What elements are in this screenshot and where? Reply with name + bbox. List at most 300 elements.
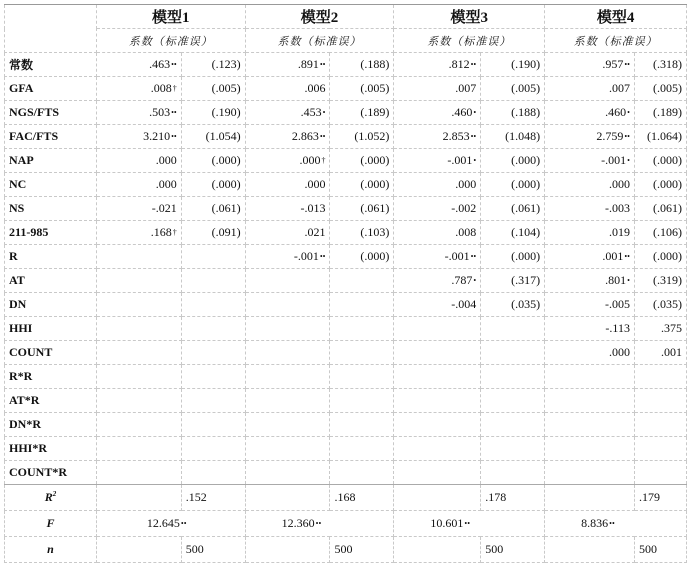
stat-value-cell <box>181 537 245 563</box>
coefficient-cell <box>245 77 330 101</box>
std-error-value: .375 <box>661 321 682 335</box>
variable-name: HHI*R <box>5 437 97 461</box>
stat-value: .179 <box>638 490 660 504</box>
std-error-value: (1.054) <box>205 129 241 143</box>
coefficient-value: 2.759 <box>596 129 624 143</box>
std-error-value: (.318) <box>653 57 682 71</box>
coefficient-value: .000 <box>304 177 326 191</box>
stat-row <box>5 511 687 537</box>
std-error-value: (.188) <box>360 57 390 71</box>
coefficient-cell <box>96 221 181 245</box>
coefficient-cell <box>96 125 181 149</box>
coefficient-value: -.001 <box>444 249 470 263</box>
std-error-cell <box>330 125 394 149</box>
table-row <box>5 317 687 341</box>
std-error-cell <box>634 437 686 461</box>
coefficient-cell <box>245 245 330 269</box>
table-row <box>5 149 687 173</box>
model-subtitle: 系数（标准误） <box>394 29 545 53</box>
table-row <box>5 77 687 101</box>
coefficient-value: -.004 <box>451 297 477 311</box>
variable-name: GFA <box>5 77 97 101</box>
stat-value-cell <box>634 485 686 511</box>
coefficient-cell <box>96 437 181 461</box>
stat-label: n <box>47 542 54 556</box>
std-error-cell <box>634 389 686 413</box>
std-error-value: (.000) <box>360 249 390 263</box>
coefficient-cell <box>245 53 330 77</box>
stat-blank-cell <box>96 537 181 563</box>
std-error-value: (.005) <box>211 81 241 95</box>
std-error-cell <box>330 365 394 389</box>
variable-name: DN <box>5 293 97 317</box>
table-row <box>5 101 687 125</box>
coefficient-cell <box>245 341 330 365</box>
model-title: 模型4 <box>545 5 687 29</box>
table-row <box>5 365 687 389</box>
coefficient-cell <box>245 317 330 341</box>
coefficient-value: .019 <box>608 225 630 239</box>
std-error-cell <box>481 461 545 485</box>
model-title: 模型2 <box>245 5 394 29</box>
model-title: 模型1 <box>96 5 245 29</box>
std-error-cell <box>330 413 394 437</box>
coefficient-value: .006 <box>304 81 326 95</box>
coefficient-value: 2.853 <box>442 129 470 143</box>
coefficient-cell <box>545 365 635 389</box>
std-error-value: (1.048) <box>505 129 541 143</box>
coefficient-cell <box>394 269 481 293</box>
stat-name <box>5 537 97 563</box>
coefficient-cell <box>545 437 635 461</box>
stat-value: 8.836 <box>581 516 609 530</box>
stat-superscript: 2 <box>52 490 57 498</box>
coefficient-cell <box>545 197 635 221</box>
coefficient-cell <box>96 413 181 437</box>
coefficient-cell <box>245 437 330 461</box>
table-row <box>5 221 687 245</box>
std-error-cell <box>481 77 545 101</box>
significance-marker: •• <box>315 519 322 528</box>
std-error-value: (.000) <box>360 177 390 191</box>
coefficient-cell <box>245 221 330 245</box>
header-row-titles <box>5 5 687 29</box>
coefficient-cell <box>96 173 181 197</box>
coefficient-value: -.001 <box>293 249 319 263</box>
table-row <box>5 53 687 77</box>
coefficient-cell <box>545 245 635 269</box>
stat-value: 500 <box>485 542 504 556</box>
coefficient-cell <box>394 173 481 197</box>
stat-value-cell <box>330 537 394 563</box>
std-error-cell <box>634 221 686 245</box>
significance-marker: • <box>473 108 477 117</box>
stat-label: R <box>44 490 53 504</box>
significance-marker: † <box>321 156 326 165</box>
significance-marker: •• <box>624 132 630 141</box>
std-error-cell <box>330 461 394 485</box>
std-error-cell <box>634 197 686 221</box>
std-error-cell <box>330 293 394 317</box>
coefficient-cell <box>96 77 181 101</box>
std-error-cell <box>330 317 394 341</box>
coefficient-cell <box>96 245 181 269</box>
header-row-subtitles <box>5 29 687 53</box>
significance-marker: •• <box>319 60 326 69</box>
coefficient-value: .008 <box>455 225 477 239</box>
std-error-value: (.000) <box>653 177 682 191</box>
std-error-value: (.190) <box>211 105 241 119</box>
coefficient-cell <box>245 269 330 293</box>
coefficient-value: 2.863 <box>291 129 319 143</box>
coefficient-cell <box>394 341 481 365</box>
std-error-value: (.000) <box>211 153 241 167</box>
std-error-cell <box>330 389 394 413</box>
significance-marker: •• <box>171 108 177 117</box>
significance-marker: •• <box>624 60 630 69</box>
stat-blank-cell <box>545 537 635 563</box>
stat-row <box>5 537 687 563</box>
std-error-cell <box>330 221 394 245</box>
significance-marker: † <box>172 228 177 237</box>
std-error-cell <box>634 413 686 437</box>
coefficient-cell <box>545 149 635 173</box>
stat-value-cell <box>481 537 545 563</box>
coefficient-value: .001 <box>602 249 624 263</box>
coefficient-cell <box>394 53 481 77</box>
coefficient-cell <box>394 125 481 149</box>
std-error-cell <box>634 461 686 485</box>
coefficient-value: .000 <box>608 345 630 359</box>
stat-value: 500 <box>334 542 353 556</box>
coefficient-cell <box>545 389 635 413</box>
coefficient-value: .957 <box>602 57 624 71</box>
std-error-value: (.103) <box>360 225 390 239</box>
coefficient-cell <box>394 293 481 317</box>
stat-value: 12.645 <box>146 516 180 530</box>
std-error-cell <box>481 245 545 269</box>
stat-value: .152 <box>185 490 207 504</box>
std-error-cell <box>330 53 394 77</box>
table-row <box>5 245 687 269</box>
coefficient-value: -.021 <box>151 201 177 215</box>
std-error-cell <box>181 221 245 245</box>
std-error-cell <box>181 365 245 389</box>
coefficient-cell <box>245 389 330 413</box>
std-error-value: (.035) <box>653 297 682 311</box>
std-error-value: (.188) <box>511 105 541 119</box>
table-row <box>5 293 687 317</box>
std-error-cell <box>481 269 545 293</box>
std-error-cell <box>481 413 545 437</box>
std-error-cell <box>634 149 686 173</box>
variable-name: NS <box>5 197 97 221</box>
significance-marker: •• <box>180 519 187 528</box>
significance-marker: •• <box>470 252 477 261</box>
coefficient-value: .891 <box>297 57 319 71</box>
coefficient-value: .021 <box>304 225 326 239</box>
coefficient-cell <box>394 245 481 269</box>
coefficient-value: .503 <box>149 105 171 119</box>
table-row <box>5 389 687 413</box>
std-error-cell <box>181 389 245 413</box>
std-error-cell <box>634 317 686 341</box>
significance-marker: •• <box>319 132 326 141</box>
std-error-cell <box>634 269 686 293</box>
variable-name: NC <box>5 173 97 197</box>
std-error-cell <box>481 317 545 341</box>
stat-value-cell <box>96 511 245 537</box>
std-error-cell <box>181 77 245 101</box>
coefficient-value: 3.210 <box>143 129 171 143</box>
coefficient-value: .168 <box>150 225 172 239</box>
std-error-cell <box>330 269 394 293</box>
variable-name: 211-985 <box>5 221 97 245</box>
significance-marker: •• <box>464 519 471 528</box>
std-error-cell <box>330 245 394 269</box>
significance-marker: •• <box>319 252 326 261</box>
coefficient-value: .007 <box>455 81 477 95</box>
variable-name: AT*R <box>5 389 97 413</box>
std-error-value: (.061) <box>360 201 390 215</box>
std-error-cell <box>481 365 545 389</box>
std-error-cell <box>481 173 545 197</box>
coefficient-cell <box>394 461 481 485</box>
coefficient-cell <box>394 221 481 245</box>
std-error-cell <box>181 53 245 77</box>
coefficient-cell <box>545 221 635 245</box>
model-subtitle: 系数（标准误） <box>545 29 687 53</box>
coefficient-cell <box>545 173 635 197</box>
stat-value-cell <box>634 537 686 563</box>
std-error-value: (.005) <box>511 81 541 95</box>
model-subtitle: 系数（标准误） <box>245 29 394 53</box>
std-error-cell <box>634 245 686 269</box>
std-error-cell <box>634 53 686 77</box>
stat-label: F <box>46 516 55 530</box>
std-error-value: (1.064) <box>647 129 682 143</box>
coefficient-cell <box>245 413 330 437</box>
coefficient-value: .000 <box>608 177 630 191</box>
std-error-cell <box>181 245 245 269</box>
coefficient-cell <box>245 149 330 173</box>
coefficient-cell <box>394 413 481 437</box>
coefficient-cell <box>545 101 635 125</box>
coefficient-cell <box>245 101 330 125</box>
std-error-value: (.000) <box>511 177 541 191</box>
std-error-value: (.000) <box>511 249 541 263</box>
coefficient-value: .000 <box>455 177 477 191</box>
std-error-cell <box>481 293 545 317</box>
coefficient-cell <box>245 197 330 221</box>
variable-name: COUNT*R <box>5 461 97 485</box>
std-error-value: (.035) <box>511 297 541 311</box>
table-row <box>5 437 687 461</box>
stat-blank-cell <box>245 485 330 511</box>
variable-name: FAC/FTS <box>5 125 97 149</box>
std-error-cell <box>181 173 245 197</box>
std-error-cell <box>181 437 245 461</box>
std-error-value: (.106) <box>653 225 682 239</box>
coefficient-cell <box>96 293 181 317</box>
std-error-cell <box>330 101 394 125</box>
coefficient-cell <box>394 101 481 125</box>
std-error-cell <box>330 437 394 461</box>
table-row <box>5 173 687 197</box>
stat-value-cell <box>245 511 394 537</box>
std-error-cell <box>330 197 394 221</box>
table-row <box>5 413 687 437</box>
coefficient-value: .007 <box>608 81 630 95</box>
variable-name: NAP <box>5 149 97 173</box>
coefficient-cell <box>96 365 181 389</box>
coefficient-value: .460 <box>605 105 627 119</box>
coefficient-cell <box>96 53 181 77</box>
stat-blank-cell <box>394 485 481 511</box>
regression-table <box>4 4 687 563</box>
coefficient-cell <box>96 317 181 341</box>
coefficient-cell <box>545 293 635 317</box>
std-error-cell <box>181 197 245 221</box>
std-error-cell <box>481 221 545 245</box>
significance-marker: • <box>627 276 630 285</box>
std-error-value: (.061) <box>653 201 682 215</box>
coefficient-value: -.001 <box>601 153 627 167</box>
coefficient-value: .801 <box>605 273 627 287</box>
std-error-cell <box>634 101 686 125</box>
coefficient-cell <box>545 341 635 365</box>
variable-name: AT <box>5 269 97 293</box>
significance-marker: •• <box>470 132 477 141</box>
significance-marker: • <box>322 108 326 117</box>
std-error-cell <box>634 365 686 389</box>
std-error-value: (.317) <box>511 273 541 287</box>
coefficient-value: -.005 <box>604 297 630 311</box>
significance-marker: • <box>473 156 477 165</box>
std-error-cell <box>181 125 245 149</box>
coefficient-cell <box>545 53 635 77</box>
variable-name: DN*R <box>5 413 97 437</box>
variable-name: R*R <box>5 365 97 389</box>
std-error-value: (.104) <box>511 225 541 239</box>
coefficient-value: .453 <box>300 105 322 119</box>
std-error-cell <box>330 77 394 101</box>
coefficient-cell <box>394 365 481 389</box>
coefficient-value: .463 <box>149 57 171 71</box>
coefficient-cell <box>245 365 330 389</box>
std-error-value: (.000) <box>511 153 541 167</box>
significance-marker: •• <box>609 519 615 528</box>
std-error-cell <box>481 197 545 221</box>
significance-marker: • <box>627 156 630 165</box>
table-row <box>5 125 687 149</box>
std-error-value: (.061) <box>211 201 241 215</box>
std-error-cell <box>181 341 245 365</box>
significance-marker: •• <box>171 60 177 69</box>
coefficient-cell <box>394 389 481 413</box>
std-error-cell <box>181 293 245 317</box>
stat-name <box>5 511 97 537</box>
coefficient-value: .000 <box>155 177 177 191</box>
coefficient-cell <box>394 197 481 221</box>
coefficient-value: .460 <box>451 105 473 119</box>
stat-value: 500 <box>185 542 204 556</box>
stat-blank-cell <box>394 537 481 563</box>
std-error-cell <box>634 341 686 365</box>
coefficient-value: -.001 <box>447 153 473 167</box>
std-error-value: (1.052) <box>354 129 390 143</box>
coefficient-cell <box>545 317 635 341</box>
significance-marker: • <box>473 276 477 285</box>
coefficient-cell <box>96 461 181 485</box>
table-row <box>5 197 687 221</box>
std-error-value: (.000) <box>653 153 682 167</box>
header-corner <box>5 5 97 53</box>
coefficient-cell <box>545 461 635 485</box>
std-error-value: .001 <box>661 345 682 359</box>
stat-value: 10.601 <box>430 516 464 530</box>
coefficient-cell <box>96 149 181 173</box>
stat-value: 500 <box>638 542 657 556</box>
table-row <box>5 269 687 293</box>
std-error-cell <box>634 125 686 149</box>
coefficient-cell <box>394 149 481 173</box>
std-error-cell <box>481 101 545 125</box>
std-error-cell <box>481 53 545 77</box>
significance-marker: •• <box>171 132 177 141</box>
std-error-cell <box>181 269 245 293</box>
stat-blank-cell <box>245 537 330 563</box>
std-error-value: (.319) <box>653 273 682 287</box>
coefficient-cell <box>394 317 481 341</box>
coefficient-cell <box>96 341 181 365</box>
std-error-value: (.000) <box>211 177 241 191</box>
std-error-value: (.005) <box>360 81 390 95</box>
model-subtitle: 系数（标准误） <box>96 29 245 53</box>
stat-blank-cell <box>96 485 181 511</box>
std-error-cell <box>481 389 545 413</box>
std-error-cell <box>181 101 245 125</box>
std-error-value: (.061) <box>511 201 541 215</box>
coefficient-cell <box>96 269 181 293</box>
variable-name: R <box>5 245 97 269</box>
std-error-value: (.189) <box>360 105 390 119</box>
model-title: 模型3 <box>394 5 545 29</box>
coefficient-value: .812 <box>448 57 470 71</box>
stat-value-cell <box>394 511 545 537</box>
stat-row <box>5 485 687 511</box>
coefficient-value: -.013 <box>300 201 326 215</box>
significance-marker: •• <box>470 60 477 69</box>
coefficient-cell <box>96 197 181 221</box>
coefficient-cell <box>96 389 181 413</box>
coefficient-value: .787 <box>451 273 473 287</box>
stat-value: .168 <box>334 490 356 504</box>
significance-marker: † <box>172 84 177 93</box>
coefficient-value: .000 <box>155 153 177 167</box>
coefficient-value: -.002 <box>451 201 477 215</box>
variable-name: HHI <box>5 317 97 341</box>
std-error-cell <box>181 461 245 485</box>
coefficient-cell <box>394 437 481 461</box>
coefficient-cell <box>394 77 481 101</box>
stat-value-cell <box>181 485 245 511</box>
coefficient-value: .008 <box>150 81 172 95</box>
std-error-value: (.000) <box>653 249 682 263</box>
std-error-cell <box>481 149 545 173</box>
std-error-cell <box>181 149 245 173</box>
std-error-cell <box>330 173 394 197</box>
